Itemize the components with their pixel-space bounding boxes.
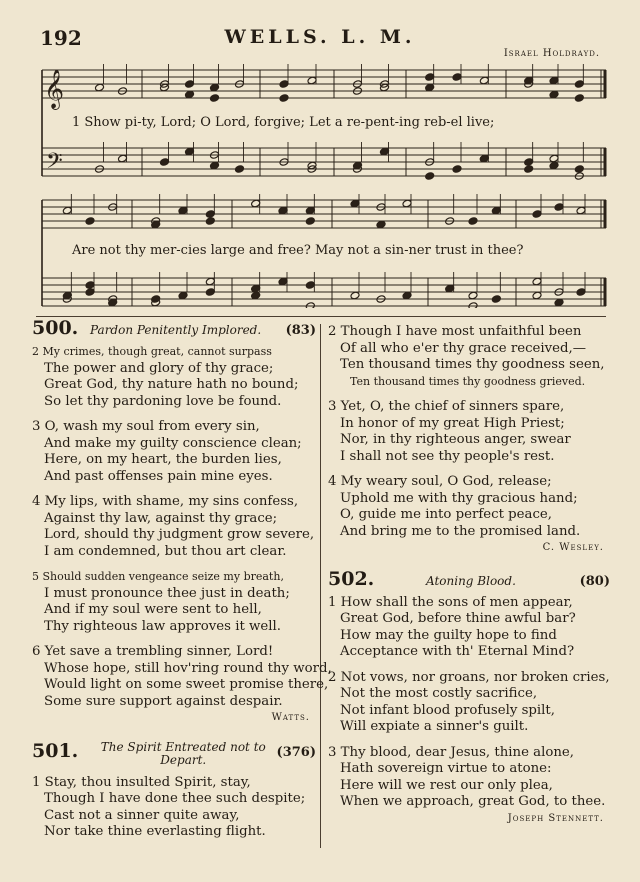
hymn-tune-ref: (83): [285, 323, 316, 338]
verse-line: I shall not see thy people's rest.: [340, 448, 555, 464]
hymn-number: 502.: [328, 567, 375, 590]
verse-line: The power and glory of thy grace;: [44, 360, 274, 376]
svg-text:𝄞: 𝄞: [44, 69, 65, 109]
verse-line: Acceptance with th' Eternal Mind?: [340, 644, 575, 659]
verse-line: I must pronounce thee just in death;: [44, 585, 290, 601]
hymn-502-verses: [328, 595, 610, 811]
page-number: 192: [40, 26, 82, 50]
verse-line: Would light on some sweet promise there,: [44, 677, 329, 692]
hymn-tune-ref: (80): [579, 573, 610, 589]
verse-line: So let thy pardoning love be found.: [44, 393, 282, 409]
tune-title: WELLS. L. M.: [224, 26, 416, 48]
verse-line: Ten thousand times thy goodness seen,: [340, 357, 605, 372]
hymn-500-header: [32, 317, 316, 344]
verse-line: 4 My lips, with shame, my sins confess,: [32, 494, 299, 509]
verse-line: And make my guilty conscience clean;: [44, 435, 302, 451]
verse-line: Thy righteous law approves it well.: [44, 618, 282, 634]
verse: [32, 419, 316, 485]
verse-line: I am condemned, but thou art clear.: [44, 543, 287, 559]
verse-line: 2 My crimes, though great, cannot surpass: [32, 345, 272, 358]
verse-line: Against thy law, against thy grace;: [44, 510, 278, 526]
verse-line: 1 How shall the sons of men appear,: [328, 594, 573, 610]
hymn-author: Watts.: [271, 712, 310, 723]
verse: [32, 344, 316, 410]
verse-line: When we approach, great God, to thee.: [340, 794, 606, 809]
verse-line: Uphold me with thy gracious hand;: [340, 490, 578, 506]
verse-line: Though I have done thee such despite;: [44, 791, 306, 806]
verse-line: And bring me to the promised land.: [340, 523, 581, 539]
hymn-number: 500.: [32, 317, 79, 339]
right-column: [328, 324, 610, 827]
verse: [328, 670, 610, 736]
hymn-title-line: Depart.: [160, 752, 207, 767]
hymn-501-header: [32, 741, 316, 775]
verse-line: Nor take thine everlasting flight.: [44, 824, 266, 839]
verse-line: And past offenses pain mine eyes.: [44, 468, 273, 484]
verse-line: And if my soul were sent to hell,: [44, 602, 262, 617]
verse-line: 5 Should sudden vengeance seize my breath,: [32, 570, 284, 583]
verse-line: How may the guilty hope to find: [340, 627, 557, 643]
svg-text:𝄢: 𝄢: [46, 149, 63, 179]
verse-line: 3 Thy blood, dear Jesus, thine alone,: [328, 744, 575, 760]
hymn-502-header: [328, 567, 610, 595]
lyrics-line-2: Are not thy mer-cies large and free? May not a sin-ner trust in thee?: [72, 243, 524, 258]
verse: [32, 569, 316, 635]
verse-line: Great God, thy nature hath no bound;: [44, 377, 299, 392]
left-column: [32, 317, 332, 841]
verse-line: 3 Yet, O, the chief of sinners spare,: [328, 399, 565, 414]
hymn-501-continued-verses: [328, 324, 610, 540]
hymn-500-verses: [32, 344, 332, 710]
verse-line: O, guide me into perfect peace,: [340, 507, 553, 522]
verse: [32, 775, 316, 841]
verse-line: Cast not a sinner quite away,: [44, 807, 240, 823]
verse-line: Not the most costly sacrifice,: [340, 686, 538, 701]
verse-line: Lord, should thy judgment grow severe,: [44, 527, 315, 542]
verse-line: Here, on my heart, the burden lies,: [44, 452, 282, 467]
verse-line: In honor of my great High Priest;: [340, 415, 565, 431]
verse: [328, 399, 610, 465]
verse: [32, 644, 332, 710]
column-divider: [320, 324, 321, 848]
hymn-author: C. Wesley.: [542, 542, 604, 553]
verse-line: Whose hope, still hov'ring round thy word,: [44, 660, 332, 676]
verse: [32, 494, 316, 560]
verse: [328, 595, 610, 661]
hymn-title: Pardon Penitently Implored.: [90, 323, 262, 337]
verse: [328, 745, 610, 811]
verse-line: 6 Yet save a trembling sinner, Lord!: [32, 644, 274, 659]
composer-credit: Israel Holdrayd.: [503, 48, 600, 59]
verse-line: 4 My weary soul, O God, release;: [328, 474, 552, 489]
section-rule: [36, 316, 606, 317]
verse-line: Hath sovereign virtue to atone:: [340, 761, 552, 776]
hymn-tune-ref: (376): [276, 744, 316, 760]
verse-line: Ten thousand times thy goodness grieved.: [350, 374, 586, 388]
verse-line: Nor, in thy righteous anger, swear: [340, 432, 571, 447]
hymn-number: 501.: [32, 739, 79, 762]
hymn-title: Atoning Blood.: [426, 573, 516, 588]
verse-line: Not infant blood profusely spilt,: [340, 702, 555, 718]
verse-line: Some sure support against despair.: [44, 693, 283, 709]
verse-line: 1 Stay, thou insulted Spirit, stay,: [32, 774, 251, 790]
verse: [328, 474, 610, 540]
hymn-title-line: The Spirit Entreated not to: [100, 739, 266, 754]
lyrics-line-1: 1 Show pi-ty, Lord; O Lord, forgive; Let a re-pent-ing reb-el live;: [72, 115, 495, 130]
verse-line: Of all who e'er thy grace received,—: [340, 340, 587, 356]
verse-line: 2 Not vows, nor groans, nor broken cries,: [328, 669, 610, 685]
hymn-title: [90, 741, 277, 767]
verse-line: 2 Though I have most unfaithful been: [328, 324, 582, 339]
hymn-501-verses: [32, 775, 316, 841]
verse-line: Will expiate a sinner's guilt.: [340, 719, 529, 734]
verse-line: Great God, before thine awful bar?: [340, 611, 576, 626]
music-score: [36, 60, 610, 308]
hymn-author: Joseph Stennett.: [507, 812, 604, 824]
verse: [328, 324, 610, 390]
verse-line: 3 O, wash my soul from every sin,: [32, 419, 260, 434]
verse-line: Here will we rest our only plea,: [340, 777, 553, 793]
